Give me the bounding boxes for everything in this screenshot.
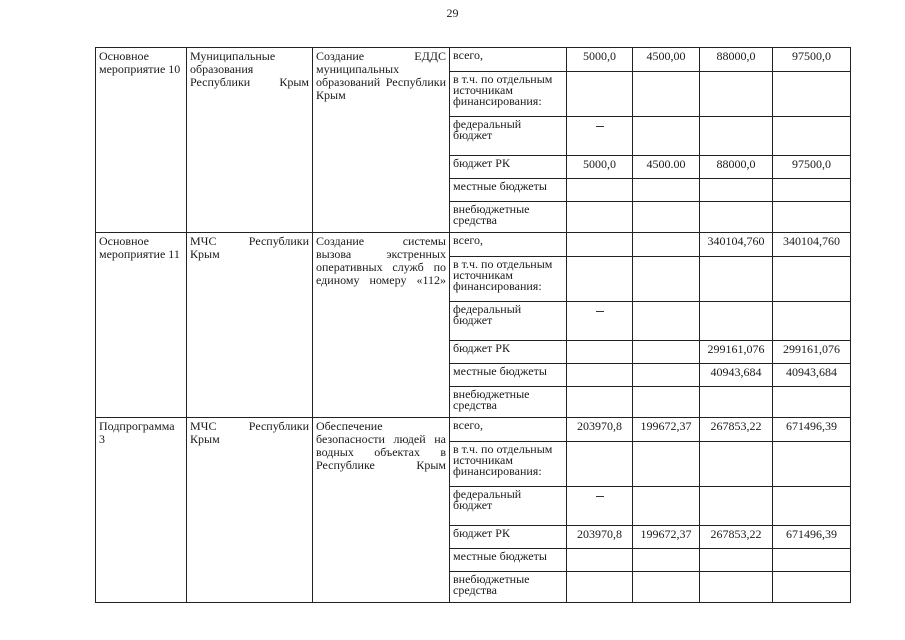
page-number: 29 (446, 6, 459, 20)
funding-source: внебюджетные средства (450, 387, 567, 418)
amount-year-4 (773, 442, 851, 487)
funding-source: федеральный бюджет (450, 302, 567, 341)
amount-year-3 (700, 487, 773, 526)
amount-year-3: 267853,22 (700, 526, 773, 549)
table-row (96, 418, 851, 442)
amount-year-3 (700, 179, 773, 202)
amount-year-1 (567, 549, 633, 572)
funding-source: всего, (450, 48, 567, 72)
amount-year-2: 199672,37 (633, 418, 700, 442)
amount-year-1 (567, 179, 633, 202)
goal: Обеспечение безопасности людей на водных объектах в Республике Крым (313, 418, 450, 603)
amount-year-1 (567, 257, 633, 302)
funding-source: внебюджетные средства (450, 572, 567, 603)
amount-year-4: 97500,0 (773, 48, 851, 72)
amount-year-3: 88000,0 (700, 156, 773, 179)
amount-year-3 (700, 549, 773, 572)
amount-year-4 (773, 179, 851, 202)
funding-source: бюджет РК (450, 526, 567, 549)
table-row (96, 48, 851, 72)
amount-year-3 (700, 442, 773, 487)
funding-source: всего, (450, 233, 567, 257)
amount-year-3: 299161,076 (700, 341, 773, 364)
amount-year-2 (633, 572, 700, 603)
executor: Муниципальные образования Республики Крым (187, 48, 313, 233)
amount-year-3 (700, 72, 773, 117)
amount-year-1: 5000,0 (567, 48, 633, 72)
funding-source: всего, (450, 418, 567, 442)
amount-year-1: 203970,8 (567, 418, 633, 442)
amount-year-1 (567, 302, 633, 341)
financing-table (95, 47, 851, 603)
amount-year-4 (773, 549, 851, 572)
amount-year-1 (567, 487, 633, 526)
amount-year-4 (773, 572, 851, 603)
amount-year-3: 267853,22 (700, 418, 773, 442)
funding-source: местные бюджеты (450, 179, 567, 202)
amount-year-2 (633, 364, 700, 387)
amount-year-1 (567, 442, 633, 487)
amount-year-1 (567, 233, 633, 257)
amount-year-4 (773, 302, 851, 341)
amount-year-2 (633, 487, 700, 526)
amount-year-2 (633, 117, 700, 156)
funding-source: федеральный бюджет (450, 487, 567, 526)
sections-body (96, 48, 851, 603)
amount-year-2 (633, 341, 700, 364)
amount-year-4 (773, 202, 851, 233)
amount-year-1 (567, 202, 633, 233)
funding-source: внебюджетные средства (450, 202, 567, 233)
executor: МЧС Республики Крым (187, 233, 313, 418)
amount-year-2: 4500,00 (633, 48, 700, 72)
amount-year-2: 4500.00 (633, 156, 700, 179)
amount-year-2 (633, 442, 700, 487)
amount-year-2: 199672,37 (633, 526, 700, 549)
amount-year-1 (567, 72, 633, 117)
amount-year-2 (633, 233, 700, 257)
funding-source: федеральный бюджет (450, 117, 567, 156)
funding-source: местные бюджеты (450, 364, 567, 387)
amount-year-4: 97500,0 (773, 156, 851, 179)
amount-year-3: 340104,760 (700, 233, 773, 257)
amount-year-1 (567, 387, 633, 418)
amount-year-1: 203970,8 (567, 526, 633, 549)
amount-year-1 (567, 341, 633, 364)
amount-year-4 (773, 387, 851, 418)
program-type: Основное мероприятие 10 (96, 48, 187, 233)
amount-year-3 (700, 387, 773, 418)
amount-year-4 (773, 72, 851, 117)
executor: МЧС Республики Крым (187, 418, 313, 603)
amount-year-2 (633, 72, 700, 117)
funding-source: в т.ч. по отдельным источникам финансирования: (450, 72, 567, 117)
amount-year-1 (567, 364, 633, 387)
amount-year-2 (633, 202, 700, 233)
amount-year-1 (567, 572, 633, 603)
amount-year-3 (700, 572, 773, 603)
amount-year-3 (700, 257, 773, 302)
amount-year-4 (773, 117, 851, 156)
amount-year-4: 40943,684 (773, 364, 851, 387)
program-type: Подпрограмма 3 (96, 418, 187, 603)
amount-year-4: 340104,760 (773, 233, 851, 257)
amount-year-4 (773, 487, 851, 526)
amount-year-3: 88000,0 (700, 48, 773, 72)
goal: Создание ЕДДС муниципальных образований Республики Крым (313, 48, 450, 233)
amount-year-3: 40943,684 (700, 364, 773, 387)
amount-year-3 (700, 117, 773, 156)
dash-mark (596, 126, 604, 127)
amount-year-2 (633, 257, 700, 302)
amount-year-3 (700, 202, 773, 233)
amount-year-4: 671496,39 (773, 418, 851, 442)
funding-source: местные бюджеты (450, 549, 567, 572)
table-row (96, 233, 851, 257)
program-type: Основное мероприятие 11 (96, 233, 187, 418)
dash-mark (596, 311, 604, 312)
amount-year-4 (773, 257, 851, 302)
funding-source: в т.ч. по отдельным источникам финансирования: (450, 442, 567, 487)
amount-year-2 (633, 549, 700, 572)
funding-source: бюджет РК (450, 341, 567, 364)
goal: Создание системы вызова экстренных оперативных служб по единому номеру «112» (313, 233, 450, 418)
amount-year-1 (567, 117, 633, 156)
amount-year-1: 5000,0 (567, 156, 633, 179)
amount-year-3 (700, 302, 773, 341)
amount-year-2 (633, 302, 700, 341)
amount-year-2 (633, 179, 700, 202)
dash-mark (596, 496, 604, 497)
amount-year-2 (633, 387, 700, 418)
funding-source: в т.ч. по отдельным источникам финансирования: (450, 257, 567, 302)
amount-year-4: 299161,076 (773, 341, 851, 364)
amount-year-4: 671496,39 (773, 526, 851, 549)
funding-source: бюджет РК (450, 156, 567, 179)
